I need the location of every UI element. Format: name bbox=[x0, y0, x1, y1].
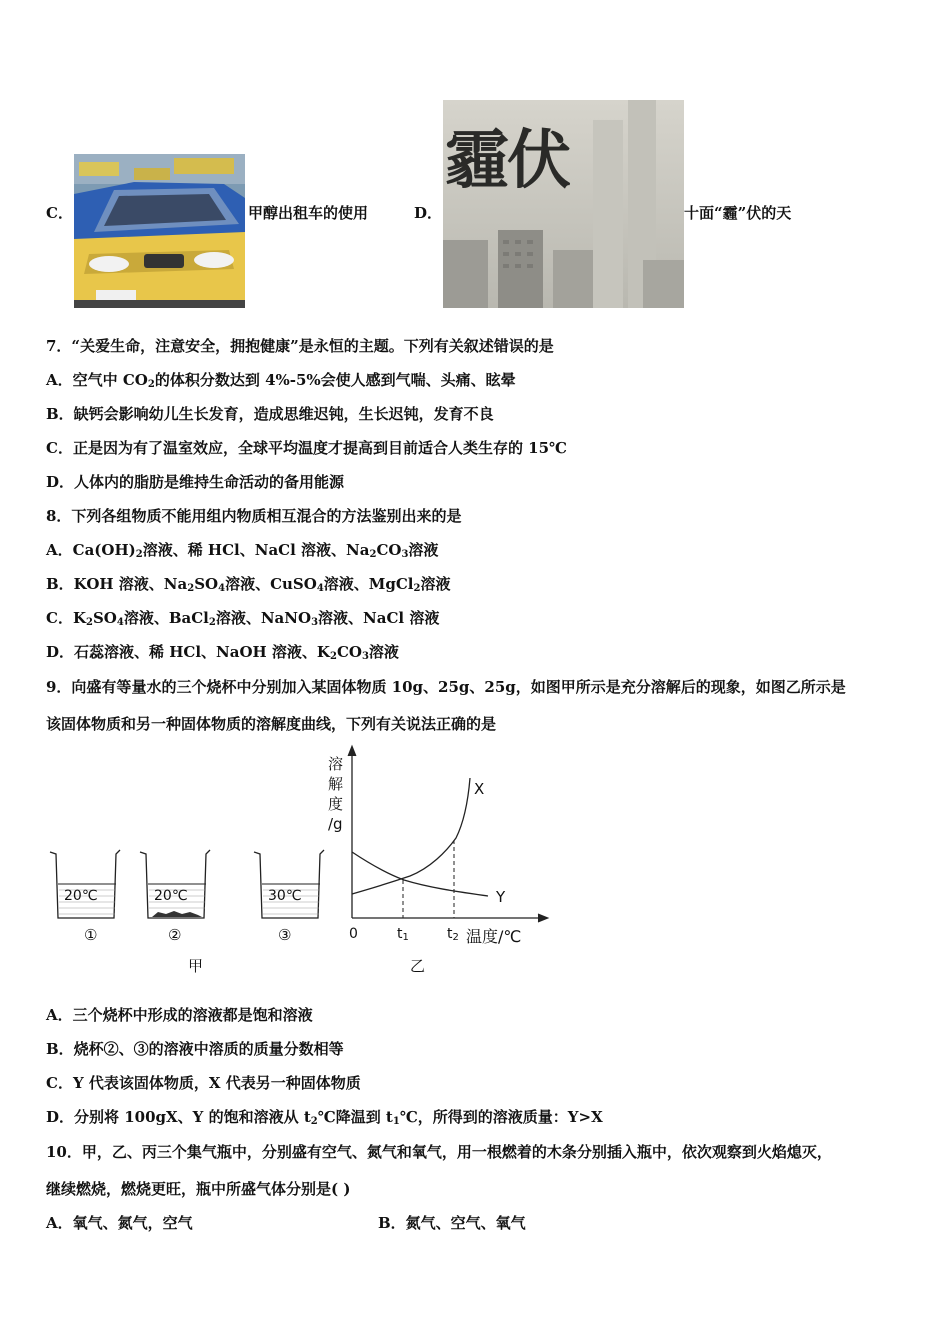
beaker-1 bbox=[50, 850, 120, 918]
q10-stem-line1: 10．甲，乙、丙三个集气瓶中，分别盛有空气、氮气和氧气，用一根燃着的木条分别插入瓶中，依次观察到火焰熄灭， bbox=[46, 1143, 832, 1161]
option-c-letter: C． bbox=[46, 204, 73, 222]
q7-option-c: C．正是因为有了温室效应，全球平均温度才提高到目前适合人类生存的 15℃ bbox=[46, 439, 568, 457]
q9-option-a: A．三个烧杯中形成的溶液都是饱和溶液 bbox=[46, 1006, 313, 1024]
y-axis-arrow bbox=[348, 746, 356, 756]
option-d-letter: D． bbox=[414, 204, 443, 222]
solubility-chart bbox=[340, 740, 560, 940]
q10-option-a: A．氧气、氮气，空气 bbox=[46, 1214, 193, 1232]
q9-stem-line2: 该固体物质和另一种固体物质的溶解度曲线，下列有关说法正确的是 bbox=[46, 715, 497, 733]
beaker-1-label: ① bbox=[84, 926, 98, 944]
curve-y-label: Y bbox=[496, 888, 506, 906]
figure-jia-caption: 甲 bbox=[188, 957, 204, 975]
q10-stem-line2: 继续燃烧，燃烧更旺，瓶中所盛气体分别是( ) bbox=[46, 1180, 351, 1198]
q9-option-d: D．分别将 100gX、Y 的饱和溶液从 $t_2℃$降温到 $t_1℃$，所得到的溶液质量：Y>X bbox=[46, 1108, 603, 1127]
t1-label: $t_1$ bbox=[397, 926, 409, 943]
q8-option-a: A．$Ca(OH)_2$溶液、稀 HCl、NaCl 溶液、$Na_2CO_3$溶液 bbox=[46, 541, 439, 560]
figure-yi-caption: 乙 bbox=[410, 957, 426, 975]
q7-option-d: D．人体内的脂肪是维持生命活动的备用能源 bbox=[46, 473, 345, 491]
q8-option-c: C．$K_2SO_4$溶液、BaCl$_2$溶液、NaNO$_3$溶液、NaCl 溶液 bbox=[46, 609, 440, 628]
beaker-3-label: ③ bbox=[278, 926, 292, 944]
beaker-2-temp: 20℃ bbox=[154, 888, 188, 904]
beaker-1-temp: 20℃ bbox=[64, 888, 98, 904]
curve-x-label: X bbox=[474, 780, 485, 798]
q8-stem: 8．下列各组物质不能用组内物质相互混合的方法鉴别出来的是 bbox=[46, 507, 462, 525]
q9-option-c: C．Y 代表该固体物质，X 代表另一种固体物质 bbox=[46, 1074, 361, 1092]
taxi-image bbox=[74, 154, 245, 308]
option-c-text: 甲醇出租车的使用 bbox=[248, 204, 369, 222]
beaker-3-temp: 30℃ bbox=[268, 888, 302, 904]
beaker-3 bbox=[254, 850, 324, 918]
q10-option-b: B．氮气、空气、氧气 bbox=[378, 1214, 526, 1232]
beaker-2-label: ② bbox=[168, 926, 182, 944]
smog-image-caption: 霾伏 bbox=[445, 124, 569, 198]
q7-stem: 7．“关爱生命，注意安全，拥抱健康”是永恒的主题。下列有关叙述错误的是 bbox=[46, 337, 554, 355]
smog-image bbox=[443, 100, 684, 308]
x-axis-arrow bbox=[538, 914, 548, 922]
q9-option-b: B．烧杯②、③的溶液中溶质的质量分数相等 bbox=[46, 1040, 344, 1058]
q8-option-b: B．KOH 溶液、$Na_2SO_4$溶液、CuSO$_4$溶液、MgCl$_2$溶液 bbox=[46, 575, 451, 594]
beaker-2 bbox=[140, 850, 210, 918]
t2-label: $t_2$ bbox=[447, 926, 459, 943]
origin-label: 0 bbox=[349, 926, 358, 942]
q7-option-b: B．缺钙会影响幼儿生长发育，造成思维迟钝，生长迟钝，发育不良 bbox=[46, 405, 494, 423]
q9-stem-line1: 9．向盛有等量水的三个烧杯中分别加入某固体物质 10g、25g、25g，如图甲所示是充分溶解后的现象，如图乙所示是 bbox=[46, 678, 846, 696]
y-axis-label: 溶 解 度 /g bbox=[328, 755, 344, 833]
option-d-text: 十面“霾”伏的天 bbox=[684, 204, 792, 222]
x-axis-label: 温度/℃ bbox=[466, 927, 522, 946]
q7-option-a: A．空气中 $CO_2$的体积分数达到 4%-5%会使人感到气喘、头痛、眩晕 bbox=[46, 371, 516, 390]
curve-y bbox=[352, 852, 488, 896]
undissolved-solid bbox=[152, 911, 202, 917]
curve-x bbox=[352, 778, 470, 894]
q8-option-d: D．石蕊溶液、稀 HCl、NaOH 溶液、$K_2CO_3$溶液 bbox=[46, 643, 399, 662]
